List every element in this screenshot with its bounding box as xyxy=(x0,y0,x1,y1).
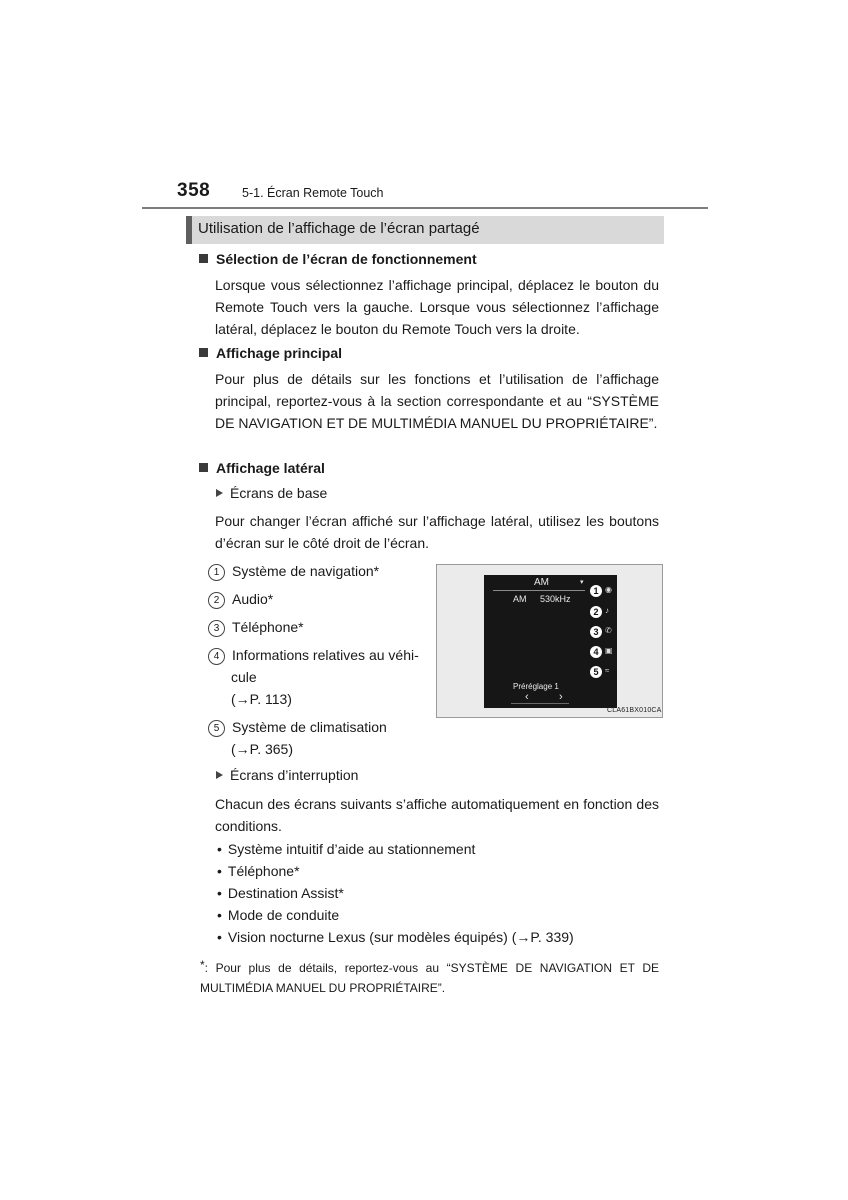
screen-frequency: 530kHz xyxy=(540,594,571,604)
callout-2: 2 xyxy=(590,606,602,618)
music-icon: ♪ xyxy=(605,606,609,615)
dot-bullet-icon: • xyxy=(217,863,222,879)
dot-bullet-icon: • xyxy=(217,841,222,857)
bullet-item: • Mode de conduite xyxy=(217,904,339,926)
phone-icon: ✆ xyxy=(605,626,612,635)
paragraph-selection: Lorsque vous sélectionnez l’affichage principal, déplacez le bouton du Remote Touch vers la gauche. Lorsque vous sélectionnez l’affichage latéral, déplacez le bouton du Remote Touch vers la droite. xyxy=(215,277,659,337)
heading-selection: Sélection de l’écran de fonctionnement xyxy=(199,251,477,267)
page-number: 358 xyxy=(177,180,211,201)
callout-5: 5 xyxy=(590,666,602,678)
bullet-item: • Destination Assist* xyxy=(217,882,344,904)
paragraph-basic-screens: Pour changer l’écran affiché sur l’affichage latéral, utilisez les boutons d’écran sur le côté droit de l’écran. xyxy=(215,513,659,551)
list-item: 2 Audio* xyxy=(208,588,273,610)
square-bullet-icon xyxy=(199,254,208,263)
subheading-basic-screens: Écrans de base xyxy=(216,485,327,501)
navigation-icon: ◉ xyxy=(605,585,612,594)
dot-bullet-icon: • xyxy=(217,885,222,901)
list-item-continuation: cule xyxy=(231,669,257,685)
callout-4: 4 xyxy=(590,646,602,658)
triangle-bullet-icon xyxy=(216,489,223,497)
vehicle-info-icon: ▣ xyxy=(605,646,613,655)
bullet-item: • Vision nocturne Lexus (sur modèles équipés) (→P. 339) xyxy=(217,926,574,948)
number-circle: 4 xyxy=(208,648,225,665)
page-reference-link[interactable]: (→P. 113) xyxy=(231,691,292,707)
number-circle: 2 xyxy=(208,592,225,609)
section-title: Utilisation de l’affichage de l’écran partagé xyxy=(198,220,480,237)
square-bullet-icon xyxy=(199,348,208,357)
list-item: 5 Système de climatisation xyxy=(208,716,387,738)
list-item: 1 Système de navigation* xyxy=(208,560,379,582)
paragraph-principal: Pour plus de détails sur les fonctions et l’utilisation de l’affichage principal, reportez-vous à la section correspondante et au “SYSTÈME DE NAVIGATION ET DE MULTIMÉDIA MANUEL DU PROPRIÉTAIRE”. xyxy=(215,371,659,431)
bullet-item: • Téléphone* xyxy=(217,860,300,882)
screen-preset: Préréglage 1 xyxy=(513,682,559,691)
screen-divider xyxy=(493,590,585,591)
dot-bullet-icon: • xyxy=(217,929,222,945)
chapter-title: 5-1. Écran Remote Touch xyxy=(242,186,384,200)
subheading-interrupt-screens: Écrans d’interruption xyxy=(216,767,358,783)
paragraph-interrupt-screens: Chacun des écrans suivants s’affiche automatiquement en fonction des conditions. xyxy=(215,796,659,834)
screen-band: AM xyxy=(513,594,527,604)
dropdown-arrow-icon: ▾ xyxy=(580,579,584,586)
heading-principal: Affichage principal xyxy=(199,345,342,361)
dot-bullet-icon: • xyxy=(217,907,222,923)
screen-next-arrow: › xyxy=(559,691,563,703)
screen-prev-arrow: ‹ xyxy=(525,691,529,703)
list-item: 4 Informations relatives au véhi- xyxy=(208,644,419,666)
callout-3: 3 xyxy=(590,626,602,638)
number-circle: 5 xyxy=(208,720,225,737)
callout-1: 1 xyxy=(590,585,602,597)
climate-icon: ≈ xyxy=(605,666,610,675)
page-reference-link[interactable]: (→P. 365) xyxy=(231,741,293,757)
bullet-item: • Système intuitif d’aide au stationnement xyxy=(217,838,475,860)
figure-code: CLA61BX010CA xyxy=(607,707,662,714)
triangle-bullet-icon xyxy=(216,771,223,779)
screen-source-label: AM xyxy=(534,577,549,588)
square-bullet-icon xyxy=(199,463,208,472)
heading-lateral: Affichage latéral xyxy=(199,460,325,476)
footnote: *: Pour plus de détails, reportez-vous au “SYSTÈME DE NAVIGATION ET DE MULTIMÉDIA MANUEL DU PROPRIÉTAIRE”. xyxy=(200,958,659,995)
list-item: 3 Téléphone* xyxy=(208,616,304,638)
number-circle: 1 xyxy=(208,564,225,581)
number-circle: 3 xyxy=(208,620,225,637)
screen-bottom-line xyxy=(511,703,569,704)
header-divider xyxy=(142,207,708,209)
